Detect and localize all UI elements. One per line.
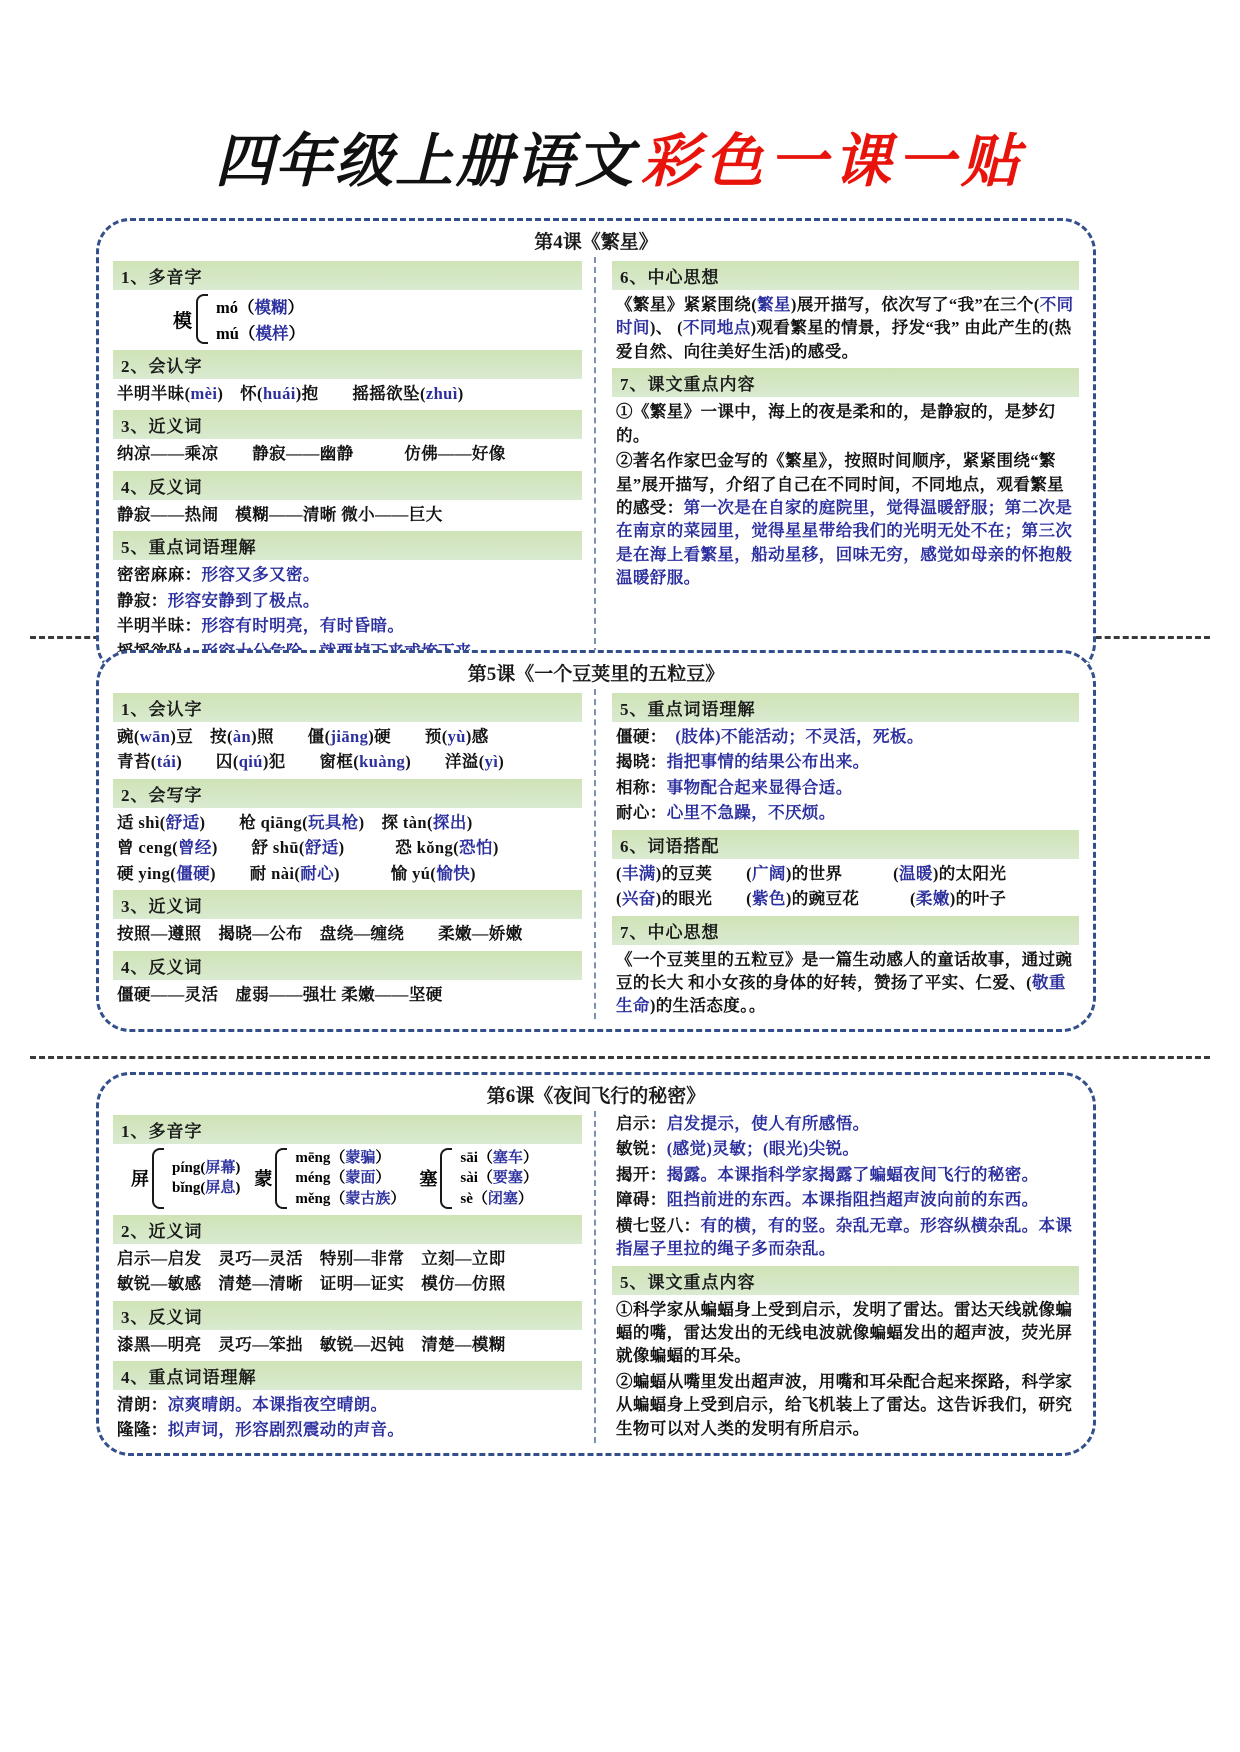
polyphone-reading: měng（蒙古族） bbox=[295, 1190, 406, 1207]
section-header: 3、近义词 bbox=[113, 890, 582, 919]
polyphone-group bbox=[113, 292, 582, 346]
content-line: 纳凉——乘凉 静寂——幽静 仿佛——好像 bbox=[117, 444, 506, 464]
section-header: 2、近义词 bbox=[113, 1215, 582, 1244]
page-title-black: 四年级上册语文 bbox=[214, 127, 635, 195]
polyphone-readings bbox=[295, 1148, 405, 1209]
lesson-title: 第5课《一个豆荚里的五粒豆》 bbox=[467, 664, 725, 685]
content-line: 适 shì(舒适) 枪 qiāng(玩具枪) 探 tàn(探出) bbox=[117, 812, 473, 832]
polyphone-char: 屏 bbox=[131, 1169, 149, 1190]
polyphone-reading: méng（蒙面） bbox=[295, 1170, 391, 1187]
content-line: 清朗：凉爽晴朗。本课指夜空晴朗。 bbox=[117, 1395, 388, 1415]
section-header: 2、会写字 bbox=[113, 779, 582, 808]
section-header: 4、反义词 bbox=[113, 951, 582, 980]
page-title-red: 彩色一课一贴 bbox=[641, 127, 1026, 195]
content-line: 漆黑—明亮 灵巧—笨拙 敏锐—迟钝 清楚—模糊 bbox=[117, 1334, 506, 1354]
lesson-right-column bbox=[596, 257, 1079, 664]
polyphone-group bbox=[131, 1148, 240, 1209]
polyphone-reading: mú（模样） bbox=[216, 324, 305, 343]
content-line: (兴奋)的眼光 (紫色)的豌豆花 (柔嫩)的叶子 bbox=[616, 889, 1007, 909]
content-line: 静寂——热闹 模糊——清晰 微小——巨大 bbox=[117, 504, 443, 524]
content-line: ①《繁星》一课中，海上的夜是柔和的，是静寂的，是梦幻的。 bbox=[616, 402, 1056, 445]
polyphone-group bbox=[419, 1148, 538, 1209]
polyphone-reading: bǐng(屏息) bbox=[172, 1180, 241, 1197]
polyphone-readings bbox=[172, 1158, 240, 1199]
polyphone-reading: mó（模糊） bbox=[216, 298, 305, 317]
page-title bbox=[0, 0, 1240, 195]
section-header: 1、多音字 bbox=[113, 261, 582, 290]
lesson-title: 第6课《夜间飞行的秘密》 bbox=[486, 1086, 706, 1107]
polyphone-char: 蒙 bbox=[254, 1169, 273, 1190]
lesson-right-column bbox=[596, 689, 1079, 1019]
content-line: 耐心：心里不急躁，不厌烦。 bbox=[616, 803, 836, 823]
section-divider-2 bbox=[30, 1056, 1210, 1059]
polyphone-reading: sài（要塞） bbox=[460, 1170, 538, 1187]
content-line: 僵硬： (肢体)不能活动；不灵活，死板。 bbox=[616, 727, 924, 746]
polyphone-char: 塞 bbox=[419, 1169, 438, 1190]
content-line: 硬 ying(僵硬) 耐 nài(耐心) 愉 yú(愉快) bbox=[117, 863, 476, 883]
content-line: 《一个豆荚里的五粒豆》是一篇生动感人的童话故事，通过豌豆的长大 和小女孩的身体的好转，赞扬了平实、仁爱、(敬重生命)的生活态度。。 bbox=[616, 949, 1073, 1016]
lesson-card-6 bbox=[96, 1072, 1096, 1456]
section-header: 4、重点词语理解 bbox=[113, 1361, 582, 1390]
content-line: 障碍：阻挡前进的东西。本课指阻挡超声波向前的东西。 bbox=[616, 1190, 1039, 1210]
brace-icon bbox=[440, 1148, 452, 1209]
content-line: 敏锐—敏感 清楚—清晰 证明—证实 模仿—仿照 bbox=[117, 1274, 506, 1294]
section-header: 1、会认字 bbox=[113, 693, 582, 722]
content-line: ②蝙蝠从嘴里发出超声波，用嘴和耳朵配合起来探路，科学家从蝙蝠身上受到启示，给飞机装上了雷达。这告诉我们，研究生物可以对人类的发明有所启示。 bbox=[616, 1371, 1073, 1438]
section-header: 6、中心思想 bbox=[612, 261, 1079, 290]
content-line: 启示—启发 灵巧—灵活 特别—非常 立刻—立即 bbox=[117, 1248, 506, 1268]
content-line: ①科学家从蝙蝠身上受到启示，发明了雷达。雷达天线就像蝙蝠的嘴，雷达发出的无线电波就像蝙蝠发出的超声波，荧光屏就像蝙蝠的耳朵。 bbox=[616, 1299, 1073, 1366]
lesson-left-column bbox=[113, 257, 596, 664]
content-line: 《繁星》紧紧围绕(繁星)展开描写，依次写了“我”在三个(不同时间)、 (不同地点)观看繁星的情景，抒发“我” 由此产生的(热爱自然、向往美好生活)的感受。 bbox=[616, 295, 1074, 361]
section-header: 7、中心思想 bbox=[612, 916, 1079, 945]
brace-icon bbox=[152, 1148, 164, 1209]
content-line: 静寂：形容安静到了极点。 bbox=[117, 590, 320, 610]
section-header: 5、重点词语理解 bbox=[113, 531, 582, 560]
polyphone-readings bbox=[216, 294, 305, 344]
section-header: 7、课文重点内容 bbox=[612, 368, 1079, 397]
content-line: 相称：事物配合起来显得合适。 bbox=[616, 777, 853, 797]
content-line: ②著名作家巴金写的《繁星》，按照时间顺序，紧紧围绕“繁星”展开描写，介绍了自己在不同时间，不同地点，观看繁星的感受：第一次是在自家的庭院里，觉得温暖舒服；第二次是在南京的菜园里，觉得星星带给我们的光明无处不在；第三次是在海上看繁星，船动星移，回味无穷，感觉如母亲的怀抱般温暖舒服。 bbox=[616, 451, 1073, 588]
content-line: 横七竖八：有的横，有的竖。杂乱无章。形容纵横杂乱。本课指屋子里拉的绳子多而杂乱。 bbox=[616, 1215, 1073, 1259]
section-header: 5、重点词语理解 bbox=[612, 693, 1079, 722]
brace-icon bbox=[275, 1148, 287, 1209]
brace-icon bbox=[196, 294, 208, 344]
polyphone-reading: mēng（蒙骗） bbox=[295, 1150, 391, 1166]
section-header: 5、课文重点内容 bbox=[612, 1266, 1079, 1295]
lesson-left-column bbox=[113, 1111, 596, 1443]
polyphone-reading: píng(屏幕) bbox=[172, 1160, 241, 1177]
lesson-left-column bbox=[113, 689, 596, 1019]
content-line: 僵硬——灵活 虚弱——强壮 柔嫩——坚硬 bbox=[117, 984, 443, 1004]
section-header: 6、词语搭配 bbox=[612, 830, 1079, 859]
polyphone-reading: sè（闭塞） bbox=[460, 1190, 533, 1207]
content-line: 密密麻麻：形容又多又密。 bbox=[117, 565, 320, 585]
content-line: 曾 ceng(曾经) 舒 shū(舒适) 恐 kǒng(恐怕) bbox=[117, 838, 499, 858]
content-line: 揭晓：指把事情的结果公布出来。 bbox=[616, 752, 870, 772]
content-line: 敏锐：(感觉)灵敏；(眼光)尖锐。 bbox=[616, 1139, 860, 1159]
section-header: 3、反义词 bbox=[113, 1301, 582, 1330]
content-line: 半明半昧(mèi) 怀(huái)抱 摇摇欲坠(zhuì) bbox=[117, 384, 464, 403]
polyphone-char: 模 bbox=[173, 310, 193, 332]
content-line: 启示：启发提示，使人有所感悟。 bbox=[616, 1114, 870, 1133]
content-line: 揭开：揭露。本课指科学家揭露了蝙蝠夜间飞行的秘密。 bbox=[616, 1164, 1039, 1184]
section-header: 1、多音字 bbox=[113, 1115, 582, 1144]
lesson-card-4 bbox=[96, 218, 1096, 677]
polyphone-group bbox=[254, 1148, 405, 1209]
content-line: 半明半昧：形容有时明亮，有时昏暗。 bbox=[117, 616, 405, 636]
content-line: 隆隆：拟声词，形容剧烈震动的声音。 bbox=[117, 1420, 405, 1440]
content-line: 按照—遵照 揭晓—公布 盘绕—缠绕 柔嫩—娇嫩 bbox=[117, 924, 523, 944]
content-line: (丰满)的豆荚 (广阔)的世界 (温暖)的太阳光 bbox=[616, 863, 1007, 883]
polyphone-reading: sāi（塞车） bbox=[460, 1150, 538, 1166]
section-header: 3、近义词 bbox=[113, 410, 582, 439]
content-line: 豌(wān)豆 按(àn)照 僵(jiāng)硬 预(yù)感 bbox=[117, 727, 489, 746]
lesson-right-column bbox=[596, 1111, 1079, 1443]
section-header: 4、反义词 bbox=[113, 471, 582, 500]
section-header: 2、会认字 bbox=[113, 350, 582, 379]
polyphone-readings bbox=[460, 1148, 538, 1209]
lesson-card-5 bbox=[96, 650, 1096, 1032]
polyphone-row bbox=[113, 1146, 582, 1211]
lesson-title: 第4课《繁星》 bbox=[534, 232, 658, 253]
content-line: 青苔(tái) 囚(qiú)犯 窗框(kuàng) 洋溢(yì) bbox=[117, 752, 505, 772]
